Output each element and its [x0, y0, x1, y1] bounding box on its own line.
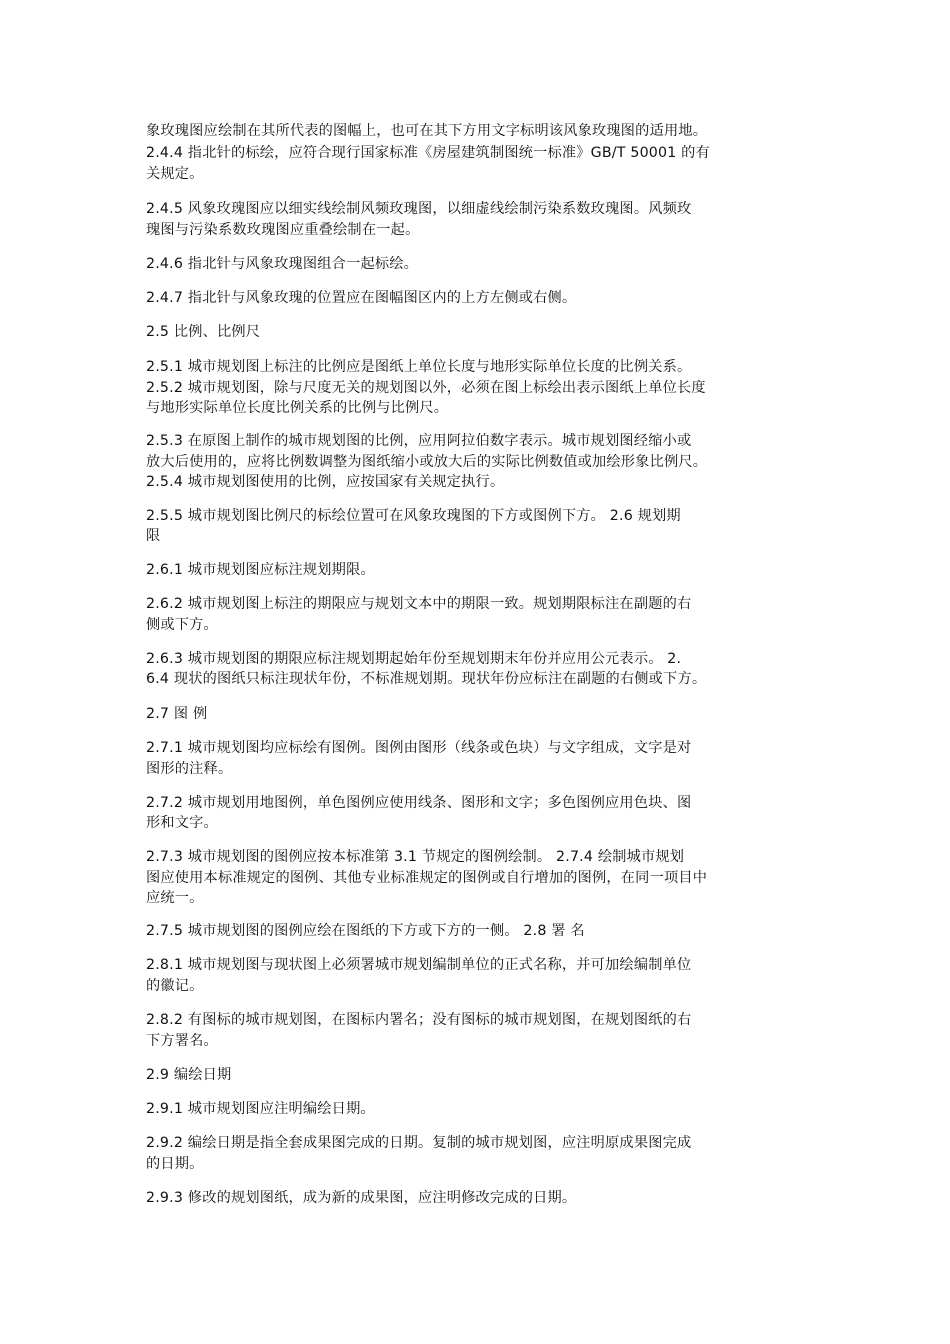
- text-line: 关规定。: [146, 166, 204, 182]
- text-line: 6.4 现状的图纸只标注现状年份，不标准规划期。现状年份应标注在副题的右侧或下方。: [146, 671, 707, 687]
- text-line: 限: [146, 528, 161, 544]
- text-line: 2.7.3 城市规划图的图例应按本标准第 3.1 节规定的图例绘制。 2.7.4 绘制城市规划: [146, 849, 685, 865]
- text-line: 下方署名。: [146, 1033, 218, 1049]
- text-line: 2.7.5 城市规划图的图例应绘在图纸的下方或下方的一侧。 2.8 署 名: [146, 923, 585, 939]
- text-line: 应统一。: [146, 890, 204, 906]
- text-line: 2.6.1 城市规划图应标注规划期限。: [146, 562, 375, 578]
- text-line: 2.4.6 指北针与风象玫瑰图组合一起标绘。: [146, 256, 419, 272]
- text-line: 2.9.3 修改的规划图纸，成为新的成果图，应注明修改完成的日期。: [146, 1190, 577, 1206]
- text-line: 放大后使用的，应将比例数调整为图纸缩小或放大后的实际比例数值或加绘形象比例尺。: [146, 454, 708, 470]
- text-line: 2.5.5 城市规划图比例尺的标绘位置可在风象玫瑰图的下方或图例下方。 2.6 规划期: [146, 508, 681, 524]
- text-line: 2.7.1 城市规划图均应标绘有图例。图例由图形（线条或色块）与文字组成，文字是对: [146, 740, 692, 756]
- text-line: 2.5.2 城市规划图，除与尺度无关的规划图以外，必须在图上标绘出表示图纸上单位长度: [146, 380, 706, 396]
- text-line: 瑰图与污染系数玫瑰图应重叠绘制在一起。: [146, 222, 420, 238]
- section-heading: 2.7 图 例: [146, 706, 208, 722]
- text-line: 形和文字。: [146, 815, 218, 831]
- text-line: 图形的注释。: [146, 761, 233, 777]
- text-line: 与地形实际单位长度比例关系的比例与比例尺。: [146, 400, 449, 416]
- text-line: 2.6.2 城市规划图上标注的期限应与规划文本中的期限一致。规划期限标注在副题的右: [146, 596, 692, 612]
- text-line: 2.7.2 城市规划用地图例，单色图例应使用线条、图形和文字；多色图例应用色块、图: [146, 795, 692, 811]
- text-line: 2.4.4 指北针的标绘，应符合现行国家标准《房屋建筑制图统一标准》GB/T 50001 的有: [146, 145, 710, 161]
- text-line: 2.6.3 城市规划图的期限应标注规划期起始年份至规划期末年份并应用公元表示。 2.: [146, 651, 682, 667]
- text-line: 2.4.7 指北针与风象玫瑰的位置应在图幅图区内的上方左侧或右侧。: [146, 290, 577, 306]
- text-line: 2.5.4 城市规划图使用的比例，应按国家有关规定执行。: [146, 474, 505, 490]
- text-line: 的徽记。: [146, 978, 204, 994]
- section-heading: 2.5 比例、比例尺: [146, 324, 261, 340]
- section-heading: 2.9 编绘日期: [146, 1067, 232, 1083]
- text-line: 2.5.1 城市规划图上标注的比例应是图纸上单位长度与地形实际单位长度的比例关系。: [146, 359, 692, 375]
- text-line: 2.9.2 编绘日期是指全套成果图完成的日期。复制的城市规划图，应注明原成果图完成: [146, 1135, 692, 1151]
- text-line: 2.4.5 风象玫瑰图应以细实线绘制风频玫瑰图，以细虚线绘制污染系数玫瑰图。风频玫: [146, 201, 692, 217]
- text-line: 2.9.1 城市规划图应注明编绘日期。: [146, 1101, 375, 1117]
- text-line: 象玫瑰图应绘制在其所代表的图幅上，也可在其下方用文字标明该风象玫瑰图的适用地。: [146, 123, 708, 139]
- text-line: 2.8.2 有图标的城市规划图，在图标内署名；没有图标的城市规划图，在规划图纸的右: [146, 1012, 692, 1028]
- text-line: 2.5.3 在原图上制作的城市规划图的比例，应用阿拉伯数字表示。城市规划图经缩小或: [146, 433, 692, 449]
- text-line: 2.8.1 城市规划图与现状图上必须署城市规划编制单位的正式名称，并可加绘编制单位: [146, 957, 692, 973]
- text-line: 的日期。: [146, 1156, 204, 1172]
- text-line: 图应使用本标准规定的图例、其他专业标准规定的图例或自行增加的图例，在同一项目中: [146, 870, 708, 886]
- text-line: 侧或下方。: [146, 617, 218, 633]
